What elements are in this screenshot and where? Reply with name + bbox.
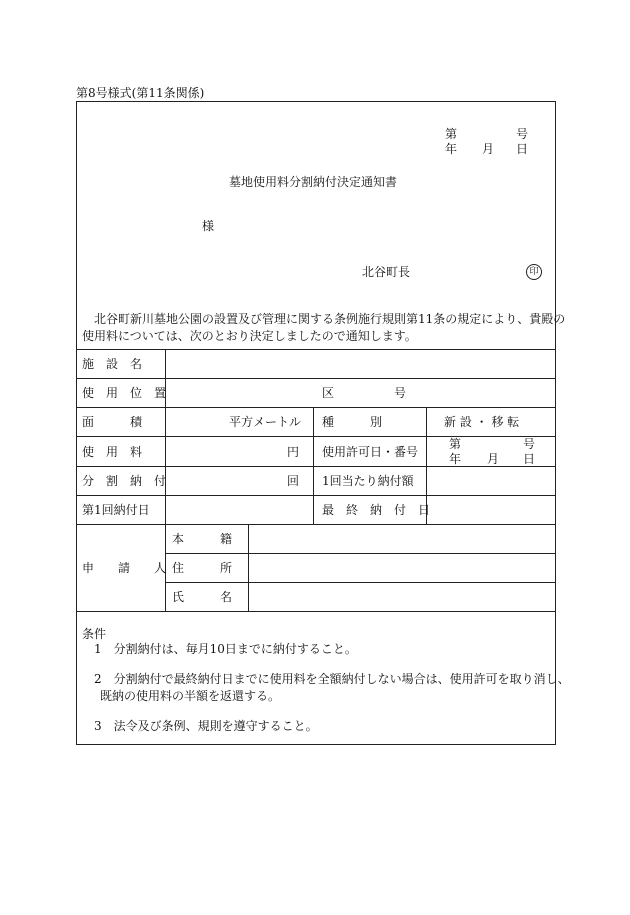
date-month: 月 [482, 142, 495, 156]
go-label: 号 [394, 386, 407, 400]
table-rule [76, 378, 556, 379]
permit-go: 号 [523, 437, 536, 451]
label-use-position: 使 用 位 置 [82, 386, 167, 400]
table-rule [165, 553, 556, 554]
condition-1: 1 分割納付は、毎月10日までに納付すること。 [94, 642, 357, 656]
permit-dai: 第 [449, 437, 462, 451]
label-installments: 分 割 納 付 [82, 474, 167, 488]
table-rule [76, 495, 556, 496]
area-unit: 平方メートル [229, 415, 302, 429]
conditions-heading: 条件 [82, 627, 107, 641]
condition-3: 3 法令及び条例、規則を遵守すること。 [94, 719, 318, 733]
label-last-payment-date: 最 終 納 付 日 [322, 503, 431, 517]
document-title: 墓地使用料分割納付決定通知書 [229, 175, 398, 189]
fee-unit: 円 [287, 445, 300, 459]
label-first-payment-date: 第1回納付日 [82, 503, 150, 517]
date-day: 日 [516, 142, 529, 156]
label-honseki: 本 籍 [172, 532, 233, 546]
permit-day: 日 [523, 452, 536, 466]
intro-line-2: 使用料については、次のとおり決定しましたので通知します。 [82, 329, 417, 343]
permit-month: 月 [487, 452, 500, 466]
intro-line-1: 北谷町新川墓地公園の設置及び管理に関する条例施行規則第11条の規定により、貴殿の [94, 312, 566, 326]
label-per-payment: 1回当たり納付額 [322, 474, 414, 488]
table-rule [76, 436, 556, 437]
seal-mark: 印 [526, 264, 542, 280]
sender-name: 北谷町長 [362, 265, 411, 279]
installments-unit: 回 [287, 474, 300, 488]
date-year: 年 [445, 142, 458, 156]
label-permit-date: 使用許可日・番号 [322, 445, 419, 459]
label-type: 種 別 [322, 415, 383, 429]
label-applicant: 申 請 人 [82, 561, 167, 575]
table-rule [76, 611, 556, 612]
label-fee: 使 用 料 [82, 445, 143, 459]
table-rule [76, 524, 556, 525]
label-name: 氏 名 [172, 590, 233, 604]
table-rule [76, 407, 556, 408]
addressee-suffix: 様 [202, 219, 215, 233]
table-rule [248, 524, 249, 611]
condition-2: 2 分割納付で最終納付日までに使用料を全額納付しない場合は、使用許可を取り消し、 [94, 672, 570, 686]
label-area: 面 積 [82, 415, 143, 429]
label-facility-name: 施 設 名 [82, 357, 143, 371]
label-address: 住 所 [172, 561, 233, 575]
condition-2-continued: 既納の使用料の半額を返還する。 [100, 689, 281, 703]
ku-label: 区 [322, 386, 335, 400]
number-go: 号 [516, 127, 529, 141]
number-dai: 第 [445, 127, 458, 141]
form-label: 第8号様式(第11条関係) [76, 86, 205, 100]
table-rule [76, 466, 556, 467]
type-options: 新 設 ・ 移 転 [444, 415, 520, 429]
table-rule [165, 582, 556, 583]
permit-year: 年 [449, 452, 462, 466]
table-rule [313, 407, 314, 524]
table-rule [76, 349, 556, 350]
